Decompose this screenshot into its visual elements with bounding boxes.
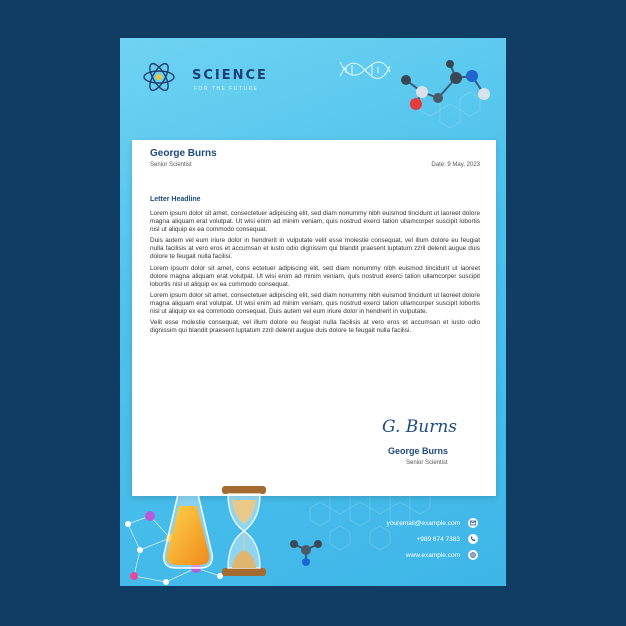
- paragraph: Lorem ipsum dolor sit amet, cons ectetuer adipiscing elit, sed diam nonummy nibh euismod tincidunt ut laoreet dolore magna aliquam erat volutpat. Ut wisi enim ad minim veniam, quis nostrud exerci tation ullamcorper suscipit lobortis nisl ut aliquip ex ea commodo consequat.: [150, 264, 480, 288]
- paragraph: Lorem ipsum dolor sit amet, consectetuer adipiscing elit, sed diam nonummy nibh euismod tincidunt ut laoreet dolore magna aliquam erat volutpat. Ut wisi enim ad minim veniam, quis nostrud exerci tation ullamcorper suscipit lobortis nisl ut aliquip ex ea commodo consequat. Duis autem vel eum iriure dolor in hendrerit in vulputate.: [150, 291, 480, 316]
- phone-text[interactable]: +989 674 7383: [416, 535, 460, 543]
- contact-phone[interactable]: [416, 534, 478, 544]
- letter-headline: Letter Headline: [150, 196, 201, 203]
- sender-name: George Burns: [150, 148, 217, 159]
- letter-body: [150, 210, 480, 338]
- letter-date: Date: 9 May, 2023: [431, 162, 480, 168]
- letterhead-page: [120, 38, 506, 586]
- hourglass-icon: [220, 486, 268, 576]
- contact-email[interactable]: [387, 518, 478, 528]
- paragraph: Duis autem vel eum iriure dolor in hendrerit in vulputate velit esse molestie consequat, vel illum dolore eu feugiat nulla facilisis at vero eros et accumsan et iusto odio dignissim qui blandit praesent luptatum zzril delenit augue duis dolore te feugait nulla facilisi.: [150, 237, 480, 261]
- signature: G. Burns: [382, 417, 458, 437]
- phone-icon: [468, 534, 478, 544]
- brand-title: SCIENCE: [192, 68, 268, 83]
- paragraph: Velit esse molestie consequat, vel illum dolore eu feugiat nulla facilisis at vero eros et accumsan et iusto odio dignissim qui blandit praesent luptatum zzril delenit augue duis dolore te feugait nulla facilisi.: [150, 319, 480, 335]
- signer-name: George Burns: [388, 446, 449, 456]
- website-text[interactable]: www.example.com: [405, 551, 460, 559]
- letter-sheet: [132, 140, 496, 496]
- globe-icon: [468, 550, 478, 560]
- flask-icon: [160, 448, 216, 574]
- email-icon: [468, 518, 478, 528]
- molecule-small-icon: [288, 534, 328, 568]
- signer-role: Senior Scientist: [406, 460, 448, 466]
- atom-icon: [142, 60, 176, 94]
- contact-website[interactable]: [406, 550, 478, 560]
- molecule-icon: [398, 58, 494, 138]
- brand-tagline: FOR THE FUTURE: [194, 86, 259, 92]
- paragraph: Lorem ipsum dolor sit amet, consectetuer adipiscing elit, sed diam nonummy nibh euismod tincidunt ut laoreet dolore magna aliquam erat volutpat. Ut wisi enim ad minim veniam, quis nostrud exerci tation ullamcorper suscipit lobortis nisl ut aliquip ex ea commodo consequat.: [150, 210, 480, 234]
- dna-icon: [338, 58, 392, 82]
- sender-role: Senior Scientist: [150, 162, 192, 168]
- email-text[interactable]: youremail@example.com: [386, 519, 460, 527]
